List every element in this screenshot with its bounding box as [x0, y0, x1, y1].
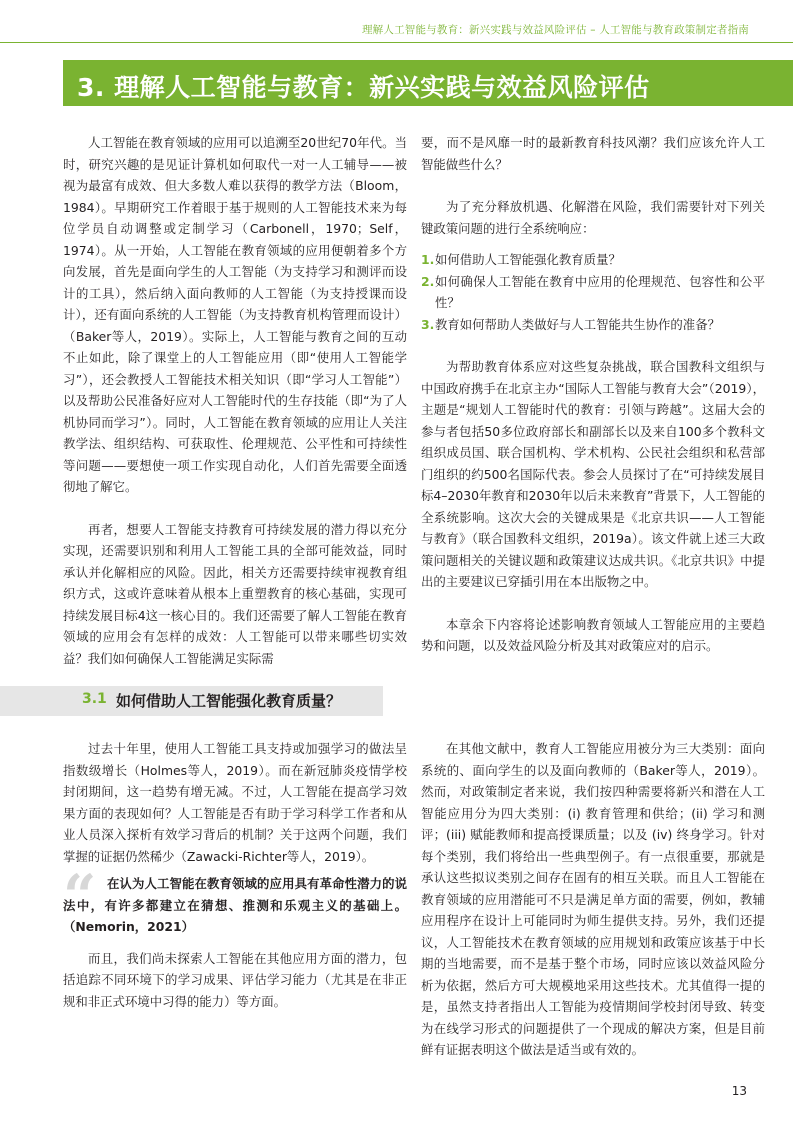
- right-paragraph-1: 要，而不是风靡一时的最新教育科技风潮？我们应该允许人工智能做些什么？: [421, 135, 765, 172]
- list-number: 2.: [421, 273, 435, 289]
- list-item: [421, 271, 765, 314]
- list-text: 如何确保人工智能在教育中应用的伦理规范、包容性和公平性？: [435, 273, 765, 310]
- bottom-left-paragraph-2: 而且，我们尚未探索人工智能在其他应用方面的潜力，包括追踪不同环境下的学习成果、评估学习能力（尤其是在非正规和非正式环境中习得的能力）等方面。: [63, 950, 407, 1009]
- policy-question-list: [421, 249, 765, 335]
- bottom-left-column: [63, 738, 407, 1012]
- pull-quote: [63, 862, 407, 938]
- left-column: [63, 132, 407, 669]
- list-number: 3.: [421, 316, 435, 332]
- bottom-right-paragraph-1: 在其他文献中，教育人工智能应用被分为三大类别：面向系统的、面向学生的以及面向教师的（Baker等人，2019）。然而，对政策制定者来说，我们按四种需要将新兴和潜在人工智能应用分为四大类别：(i) 教育管理和供给；(ii) 学习和测评；(iii) 赋能教师和提高授课质量；以及 (iv) 终身学习。针对每个类别，我们将给出一些典型例子。有一点很重要，那就是承认这些拟议类别之间存在固有的相互关联。而且人工智能在教育领域的应用潜能可不只是满足单方面的需要，例如，教辅应用程序在设计上可能同时为师生提供支持。另外，我们还提议，人工智能技术在教育领域的应用规划和政策应该基于中长期的当地需要，而不是基于整个市场，同时应该以效益风险分析为依据，然后方可大规模地采用这些技术。尤其值得一提的是，虽然支持者指出人工智能为疫情期间学校封闭导致、转变为在线学习形式的问题提供了一个现成的解决方案，但是目前鲜有证据表明这个做法是适当或有效的。: [421, 741, 765, 1057]
- list-text: 教育如何帮助人类做好与人工智能共生协作的准备？: [435, 316, 720, 332]
- quote-source: （Nemorin，2021）: [63, 919, 195, 934]
- section-title: 如何借助人工智能强化教育质量？: [116, 692, 342, 710]
- header-rule: [0, 42, 793, 43]
- bottom-right-column: [421, 738, 765, 1061]
- right-paragraph-3: 为帮助教育体系应对这些复杂挑战，联合国教科文组织与中国政府携手在北京主办“国际人工智能与教育大会”（2019），主题是“规划人工智能时代的教育：引领与跨越”。这届大会的参与者包括50多位政府部长和副部长以及来自100多个教科文组织成员国、联合国机构、学术机构、公民社会组织和私营部门组织的约500名国际代表。参会人员探讨了在“可持续发展目标4–2030年教育和2030年以后未来教育”背景下，人工智能的全系统影响。这次大会的关键成果是《北京共识——人工智能与教育》（联合国教科文组织，2019a）。该文件就上述三大政策问题相关的关键议题和政策建议达成共识。《北京共识》中提出的主要建议已穿插引用在本出版物之中。: [421, 359, 765, 589]
- left-paragraph-1: 人工智能在教育领域的应用可以追溯至20世纪70年代。当时，研究兴趣的是见证计算机如何取代一对一人工辅导——被视为最富有成效、但大多数人难以获得的教学方法（Bloom，1984）。早期研究工作着眼于基于规则的人工智能技术来为每位学员自动调整或定制学习（Carbonell，1970；Self，1974）。从一开始，人工智能在教育领域的应用便朝着多个方向发展，首先是面向学生的人工智能（为支持学习和测评而设计的工具），然后纳入面向教师的人工智能（为支持授课而设计），还有面向系统的人工智能（为支持教育机构管理而设计）（Baker等人，2019）。实际上，人工智能与教育之间的互动不止如此，除了课堂上的人工智能应用（即“使用人工智能学习”），还会教授人工智能技术相关知识（即“学习人工智能”）以及帮助公民准备好应对人工智能时代的生存技能（即“为了人机协同而学习”）。同时，人工智能在教育领域的应用让人关注教学法、组织结构、可获取性、伦理规范、公平性和可持续性等问题——要想使一项工作实现自动化，人们首先需要全面透彻地了解它。: [63, 135, 407, 494]
- list-text: 如何借助人工智能强化教育质量？: [435, 252, 621, 267]
- running-header: 理解人工智能与教育：新兴实践与效益风险评估 – 人工智能与教育政策制定者指南: [361, 24, 749, 36]
- left-paragraph-2: 再者，想要人工智能支持教育可持续发展的潜力得以充分实现，还需要识别和利用人工智能工具的全部可能效益，同时承认并化解相应的风险。因此，相关方还需要持续审视教育组织方式，这或许意味着从根本上重塑教育的核心基础，实现可持续发展目标4这一核心目的。我们还需要了解人工智能在教育领域的应用会有怎样的成效：人工智能可以带来哪些切实效益？我们如何确保人工智能满足实际需: [63, 521, 407, 666]
- quote-mark-icon: “: [63, 862, 97, 930]
- section-heading-bar: [0, 686, 383, 716]
- section-number: 3.1: [82, 691, 107, 707]
- list-item: [421, 249, 765, 271]
- right-column: [421, 132, 765, 657]
- pull-quote-text: 在认为人工智能在教育领域的应用具有革命性潜力的说法中，有许多都建立在猜想、推测和乐观主义的基础上。: [63, 876, 407, 913]
- right-paragraph-2: 为了充分释放机遇、化解潜在风险，我们需要针对下列关键政策问题的进行全系统响应：: [421, 199, 765, 236]
- list-number: 1.: [421, 252, 435, 267]
- pull-quote-body: [63, 873, 407, 938]
- chapter-title: 3. 理解人工智能与教育：新兴实践与效益风险评估: [77, 73, 650, 102]
- chapter-title-bar: [63, 60, 793, 106]
- list-item: [421, 314, 765, 336]
- right-paragraph-4: 本章余下内容将论述影响教育领域人工智能应用的主要趋势和问题，以及效益风险分析及其对政策应对的启示。: [421, 616, 765, 653]
- page-number: 13: [731, 1084, 747, 1098]
- bottom-left-paragraph-1: 过去十年里，使用人工智能工具支持或加强学习的做法呈指数级增长（Holmes等人，2019）。而在新冠肺炎疫情学校封闭期间，这一趋势有增无减。不过，人工智能在提高学习效果方面的表现如何？人工智能是否有助于学习科学工作者和从业人员深入探析有效学习背后的机制？关于这两个问题，我们掌握的证据仍然稀少（Zawacki-Richter等人，2019）。: [63, 741, 407, 864]
